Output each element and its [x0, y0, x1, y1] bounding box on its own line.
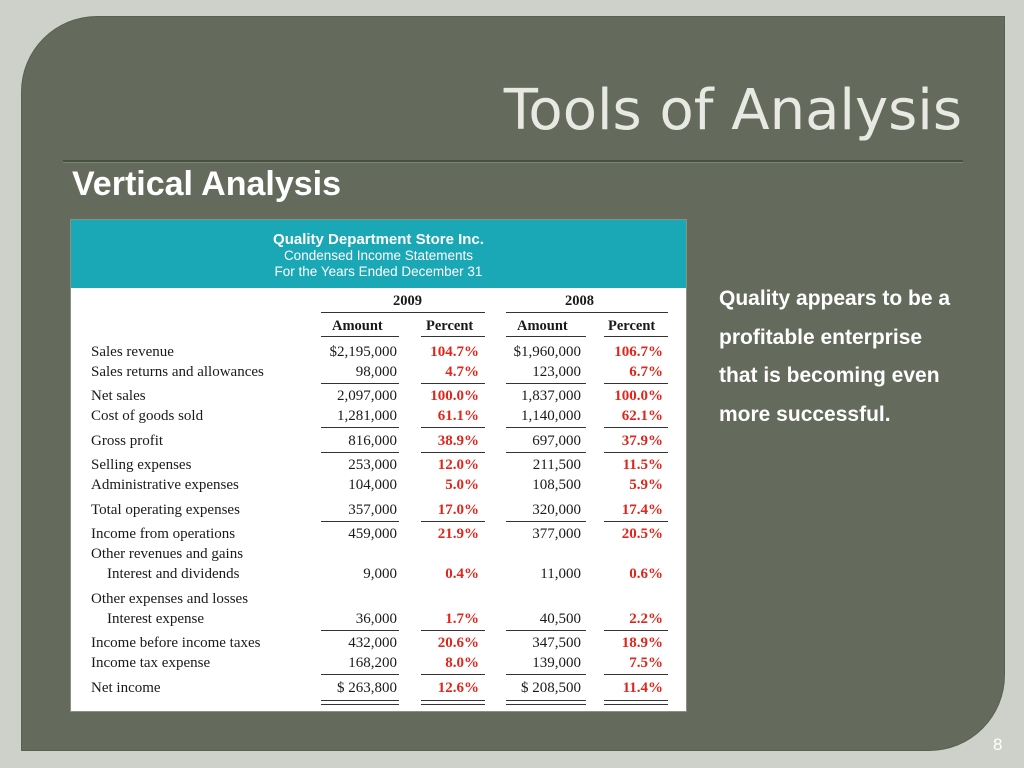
- percent-2009: 21.9%: [437, 526, 479, 542]
- col-underline: [604, 336, 668, 337]
- total-double-underline: [506, 700, 586, 705]
- percent-2008: 20.5%: [621, 526, 663, 542]
- percent-2008: 11.5%: [622, 457, 663, 473]
- amount-2009: 816,000: [348, 433, 397, 449]
- percent-2009: 5.0%: [445, 477, 479, 493]
- row-label: Income from operations: [91, 526, 236, 542]
- percent-2008: 11.4%: [622, 680, 663, 696]
- subtotal-underline: [421, 674, 485, 675]
- amount-2009: 253,000: [348, 457, 397, 473]
- subtotal-underline: [604, 427, 668, 428]
- amount-2008: 377,000: [532, 526, 581, 542]
- amount-2009: $2,195,000: [329, 344, 397, 360]
- amount-2008: 320,000: [532, 502, 581, 518]
- subtotal-underline: [321, 630, 399, 631]
- title-divider: [63, 160, 963, 163]
- percent-2009: 17.0%: [437, 502, 479, 518]
- company-name: Quality Department Store Inc.: [273, 231, 484, 248]
- percent-2008: 17.4%: [621, 502, 663, 518]
- amount-2009: 2,097,000: [337, 388, 397, 404]
- total-double-underline: [321, 700, 399, 705]
- amount-2009: 9,000: [363, 566, 397, 582]
- percent-2008: 5.9%: [629, 477, 663, 493]
- percent-2009: 12.6%: [437, 680, 479, 696]
- percent-2009: 20.6%: [437, 635, 479, 651]
- amount-2009: $ 263,800: [337, 680, 397, 696]
- row-label: Income tax expense: [91, 655, 211, 671]
- column-header-amount-2009: Amount: [332, 318, 383, 334]
- subtotal-underline: [506, 427, 586, 428]
- row-label: Sales revenue: [91, 344, 174, 360]
- percent-2009: 8.0%: [445, 655, 479, 671]
- subtotal-underline: [321, 427, 399, 428]
- amount-2008: 1,837,000: [521, 388, 581, 404]
- commentary-text: Quality appears to be a profitable enterprise that is becoming even more successful.: [719, 287, 951, 426]
- year-underline-2008: [506, 312, 668, 313]
- amount-2008: 347,500: [532, 635, 581, 651]
- amount-2008: 40,500: [539, 611, 581, 627]
- amount-2008: 11,000: [540, 566, 581, 582]
- percent-2009: 38.9%: [437, 433, 479, 449]
- percent-2008: 62.1%: [621, 408, 663, 424]
- amount-2008: 139,000: [532, 655, 581, 671]
- percent-2008: 7.5%: [629, 655, 663, 671]
- row-label: Selling expenses: [91, 457, 192, 473]
- amount-2009: 459,000: [348, 526, 397, 542]
- percent-2008: 6.7%: [629, 364, 663, 380]
- statement-title: Condensed Income Statements: [283, 248, 474, 263]
- col-underline: [321, 336, 399, 337]
- col-underline: [421, 336, 485, 337]
- percent-2008: 100.0%: [614, 388, 663, 404]
- subtotal-underline: [321, 383, 399, 384]
- percent-2009: 104.7%: [430, 344, 479, 360]
- total-double-underline: [421, 700, 485, 705]
- percent-2009: 61.1%: [437, 408, 479, 424]
- percent-2009: 0.4%: [445, 566, 479, 582]
- percent-2008: 2.2%: [629, 611, 663, 627]
- statement-period: For the Years Ended December 31: [274, 264, 483, 279]
- percent-2009: 4.7%: [445, 364, 479, 380]
- subtotal-underline: [421, 383, 485, 384]
- page-number: 8: [993, 735, 1003, 754]
- row-label: Sales returns and allowances: [91, 364, 264, 380]
- amount-2008: 108,500: [532, 477, 581, 493]
- amount-2009: 432,000: [348, 635, 397, 651]
- row-label: Other expenses and losses: [91, 591, 249, 607]
- year-underline-2009: [321, 312, 485, 313]
- percent-2008: 0.6%: [629, 566, 663, 582]
- row-label: Total operating expenses: [91, 502, 240, 518]
- subtotal-underline: [321, 452, 399, 453]
- amount-2009: 168,200: [348, 655, 397, 671]
- subtotal-underline: [321, 521, 399, 522]
- amount-2009: 1,281,000: [337, 408, 397, 424]
- subtotal-underline: [604, 383, 668, 384]
- row-label: Net sales: [91, 388, 146, 404]
- amount-2008: 697,000: [532, 433, 581, 449]
- row-label: Interest expense: [107, 611, 205, 627]
- subtotal-underline: [506, 630, 586, 631]
- subtotal-underline: [506, 383, 586, 384]
- row-label: Other revenues and gains: [91, 546, 244, 562]
- amount-2008: 123,000: [532, 364, 581, 380]
- subtotal-underline: [506, 452, 586, 453]
- subtotal-underline: [421, 630, 485, 631]
- year-header-2008: 2008: [565, 293, 594, 309]
- percent-2008: 18.9%: [621, 635, 663, 651]
- percent-2009: 1.7%: [445, 611, 479, 627]
- amount-2009: 104,000: [348, 477, 397, 493]
- subtotal-underline: [604, 630, 668, 631]
- amount-2009: 357,000: [348, 502, 397, 518]
- column-header-amount-2008: Amount: [517, 318, 568, 334]
- amount-2008: 1,140,000: [521, 408, 581, 424]
- percent-2009: 100.0%: [430, 388, 479, 404]
- amount-2008: $1,960,000: [513, 344, 581, 360]
- amount-2008: $ 208,500: [521, 680, 581, 696]
- row-label: Gross profit: [91, 433, 164, 449]
- statement-header: [71, 220, 686, 288]
- subtotal-underline: [421, 427, 485, 428]
- row-label: Net income: [91, 680, 161, 696]
- subtotal-underline: [421, 521, 485, 522]
- row-label: Cost of goods sold: [91, 408, 204, 424]
- subtotal-underline: [506, 521, 586, 522]
- amount-2009: 36,000: [355, 611, 397, 627]
- subtotal-underline: [604, 674, 668, 675]
- subtotal-underline: [321, 674, 399, 675]
- year-header-2009: 2009: [393, 293, 422, 309]
- amount-2009: 98,000: [355, 364, 397, 380]
- percent-2009: 12.0%: [437, 457, 479, 473]
- subtotal-underline: [421, 452, 485, 453]
- income-statement-table: [70, 219, 687, 712]
- row-label: Administrative expenses: [91, 477, 239, 493]
- subtotal-underline: [604, 452, 668, 453]
- percent-2008: 106.7%: [614, 344, 663, 360]
- subtotal-underline: [506, 674, 586, 675]
- amount-2008: 211,500: [532, 457, 581, 473]
- subtotal-underline: [604, 521, 668, 522]
- slide-subtitle: Vertical Analysis: [72, 165, 342, 203]
- row-label: Income before income taxes: [91, 635, 261, 651]
- slide-title: Tools of Analysis: [503, 78, 962, 143]
- column-header-percent-2008: Percent: [608, 318, 656, 334]
- row-label: Interest and dividends: [107, 566, 240, 582]
- column-header-percent-2009: Percent: [426, 318, 474, 334]
- total-double-underline: [604, 700, 668, 705]
- percent-2008: 37.9%: [621, 433, 663, 449]
- col-underline: [506, 336, 586, 337]
